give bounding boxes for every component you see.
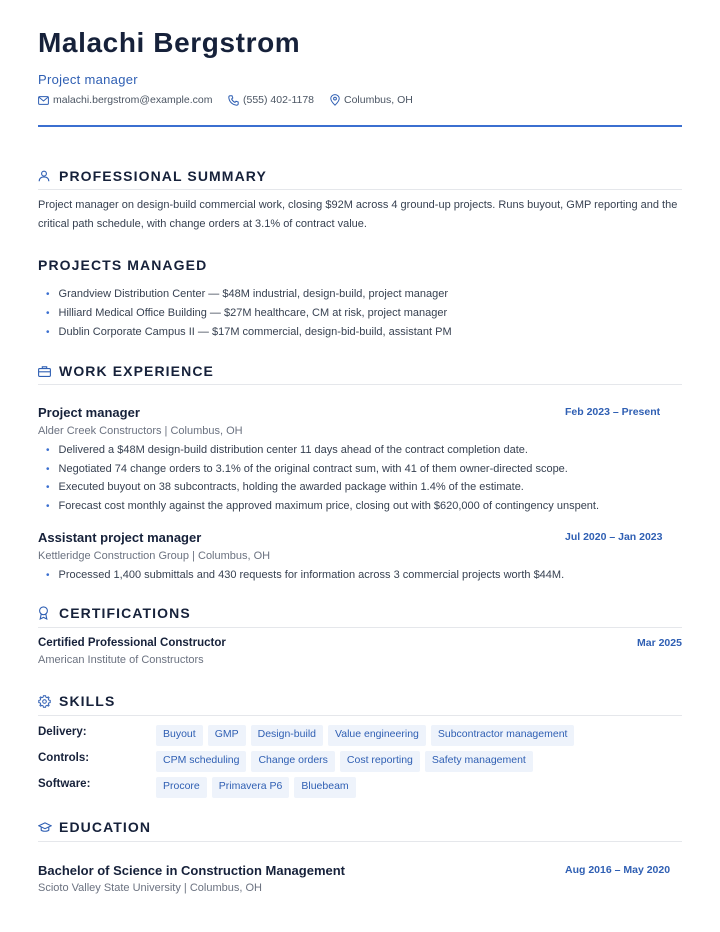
bullet-text: Processed 1,400 submittals and 430 requests for information across 3 commercial projects worth $44M. xyxy=(58,569,565,581)
contact-location xyxy=(330,94,413,106)
section-certifications-heading xyxy=(38,603,682,623)
cert-date: Mar 2025 xyxy=(637,637,682,649)
section-summary-heading xyxy=(38,166,682,186)
mail-icon xyxy=(38,96,49,105)
section-title: PROJECTS MANAGED xyxy=(38,257,208,273)
list-item xyxy=(46,307,447,319)
skill-chip: GMP xyxy=(208,725,246,746)
bullet-dot: • xyxy=(46,307,50,319)
skill-chip: CPM scheduling xyxy=(156,751,246,772)
skill-chip: Design-build xyxy=(251,725,323,746)
job-dates: Jul 2020 – Jan 2023 xyxy=(565,531,663,543)
contact-phone[interactable] xyxy=(228,94,314,106)
section-projects-heading xyxy=(38,255,682,275)
bullet-dot: • xyxy=(46,569,50,581)
skill-chip: Cost reporting xyxy=(340,751,420,772)
project-text: Dublin Corporate Campus II — $17M commercial, design-bid-build, assistant PM xyxy=(58,326,452,338)
section-divider xyxy=(38,841,682,842)
section-title: CERTIFICATIONS xyxy=(59,605,191,621)
skill-chip: Subcontractor management xyxy=(431,725,575,746)
contact-email[interactable] xyxy=(38,94,212,106)
skill-chip: Primavera P6 xyxy=(212,777,290,798)
project-text: Hilliard Medical Office Building — $27M healthcare, CM at risk, project manager xyxy=(58,307,448,319)
skill-chips xyxy=(156,725,579,746)
job-dates: Feb 2023 – Present xyxy=(565,406,661,418)
bullet-dot: • xyxy=(46,326,50,338)
bullet-dot: • xyxy=(46,463,50,475)
list-item xyxy=(46,500,599,512)
skill-chip: Buyout xyxy=(156,725,203,746)
location-text: Columbus, OH xyxy=(344,94,413,106)
bullet-dot: • xyxy=(46,500,50,512)
bullet-dot: • xyxy=(46,481,50,493)
bullet-dot: • xyxy=(46,288,50,300)
list-item xyxy=(46,288,448,300)
section-skills-heading xyxy=(38,691,682,711)
gear-icon xyxy=(38,694,52,708)
job-title: Assistant project manager xyxy=(38,530,202,545)
bullet-text: Forecast cost monthly against the approved maximum price, closing out with $620,000 of contingency unspent. xyxy=(58,500,600,512)
project-text: Grandview Distribution Center — $48M industrial, design-build, project manager xyxy=(58,288,448,300)
cert-name: Certified Professional Constructor xyxy=(38,637,226,649)
skill-chips xyxy=(156,751,538,772)
bullet-text: Executed buyout on 38 subcontracts, holding the awarded package within 1.4% of the estimate. xyxy=(58,481,524,493)
email-text: malachi.bergstrom@example.com xyxy=(53,94,213,106)
briefcase-icon xyxy=(38,364,52,378)
person-icon xyxy=(38,169,52,183)
skill-group-label: Software: xyxy=(38,778,91,790)
list-item xyxy=(46,444,528,456)
skill-chip: Bluebeam xyxy=(294,777,355,798)
location-pin-icon xyxy=(330,94,340,106)
job-company: Alder Creek Constructors | Columbus, OH xyxy=(38,425,243,437)
section-divider xyxy=(38,715,682,716)
phone-text: (555) 402-1178 xyxy=(243,94,315,106)
section-education-heading xyxy=(38,817,682,837)
skill-group-label: Delivery: xyxy=(38,726,87,738)
skill-group-label: Controls: xyxy=(38,752,90,764)
bullet-text: Negotiated 74 change orders to 3.1% of the original contract sum, with 41 of them owner-directed scope. xyxy=(58,463,568,475)
degree-title: Bachelor of Science in Construction Management xyxy=(38,863,345,878)
section-divider xyxy=(38,384,682,385)
section-title: WORK EXPERIENCE xyxy=(59,363,214,379)
list-item xyxy=(46,481,524,493)
section-divider xyxy=(38,627,682,628)
graduation-cap-icon xyxy=(38,820,52,834)
skill-chip: Value engineering xyxy=(328,725,426,746)
section-title: PROFESSIONAL SUMMARY xyxy=(59,168,267,184)
candidate-title: Project manager xyxy=(38,72,138,87)
job-title: Project manager xyxy=(38,405,140,420)
section-divider xyxy=(38,189,682,190)
candidate-name: Malachi Bergstrom xyxy=(38,27,301,58)
section-experience-heading xyxy=(38,361,682,381)
summary-text: Project manager on design-build commercial work, closing $92M across 4 ground-up projects. Runs buyout, GMP reporting and the critical path schedule, with change orders at 3.1% of contract value. xyxy=(38,199,678,230)
school-name: Scioto Valley State University | Columbus, OH xyxy=(38,882,262,894)
list-item xyxy=(46,326,452,338)
cert-org: American Institute of Constructors xyxy=(38,654,204,666)
skill-chip: Procore xyxy=(156,777,207,798)
phone-icon xyxy=(228,95,239,106)
bullet-text: Delivered a $48M design-build distribution center 11 days ahead of the contract completion date. xyxy=(58,444,528,456)
section-title: SKILLS xyxy=(59,693,116,709)
award-ribbon-icon xyxy=(38,606,52,620)
skill-chips xyxy=(156,777,361,798)
skill-chip: Change orders xyxy=(251,751,334,772)
list-item xyxy=(46,463,568,475)
education-dates: Aug 2016 – May 2020 xyxy=(565,864,671,876)
header-divider xyxy=(38,125,682,127)
list-item xyxy=(46,569,564,581)
skill-chip: Safety management xyxy=(425,751,533,772)
section-title: EDUCATION xyxy=(59,819,152,835)
job-company: Kettleridge Construction Group | Columbus, OH xyxy=(38,550,271,562)
bullet-dot: • xyxy=(46,444,50,456)
